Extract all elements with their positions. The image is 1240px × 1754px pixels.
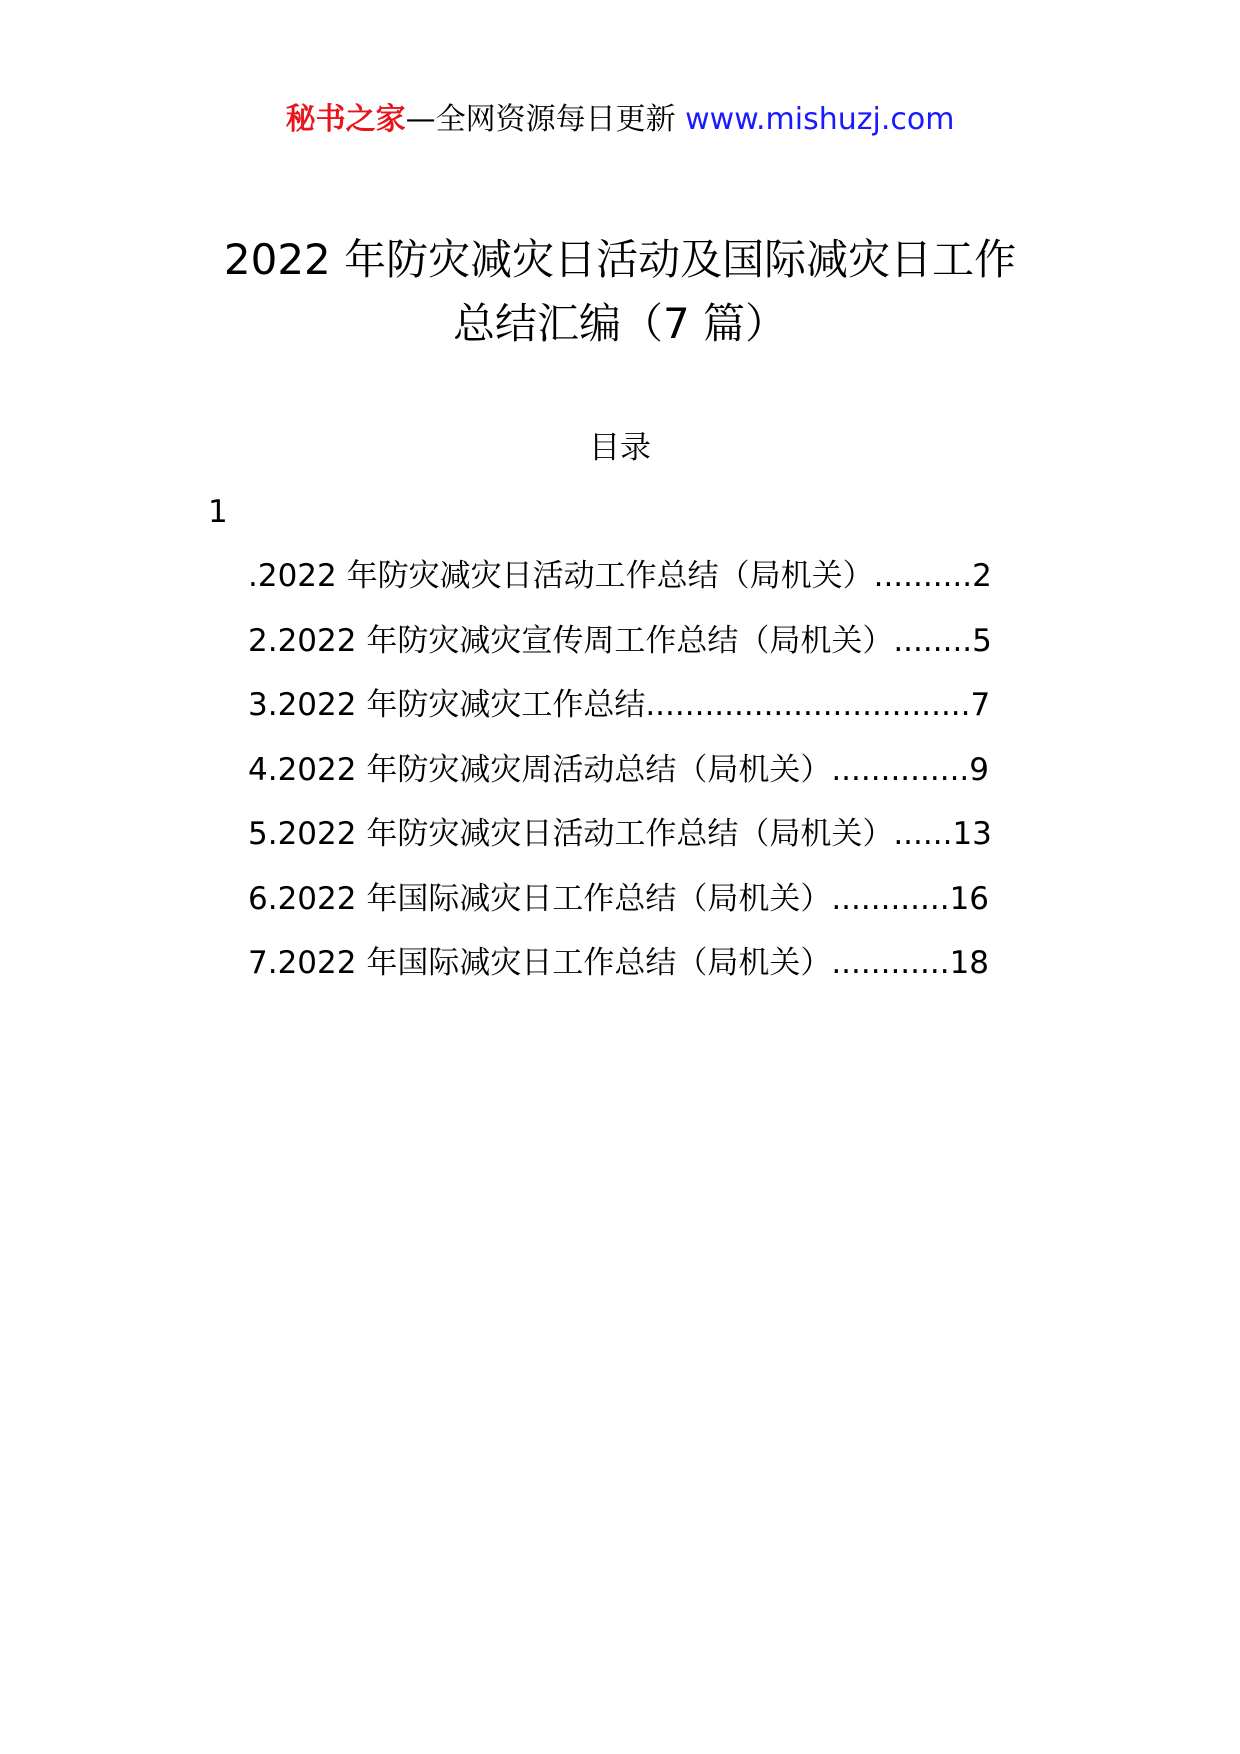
toc-entry-5[interactable]: 5.2022 年防灾减灾日活动工作总结（局机关）......13 xyxy=(248,816,992,852)
table-of-contents xyxy=(248,556,1046,1008)
toc-stray-number: 1 xyxy=(208,494,228,530)
toc-heading: 目录 xyxy=(589,430,651,466)
toc-entry-3[interactable]: 3.2022 年防灾减灾工作总结.................................7 xyxy=(248,687,991,723)
site-url-link[interactable]: www.mishuzj.com xyxy=(685,102,955,137)
site-header xyxy=(0,100,1240,140)
site-tagline: —全网资源每日更新 xyxy=(405,102,676,137)
toc-entry-4[interactable]: 4.2022 年防灾减灾周活动总结（局机关）..............9 xyxy=(248,751,990,788)
site-brand: 秘书之家 xyxy=(285,102,406,137)
document-title-line-1: 2022 年防灾减灾日活动及国际减灾日工作 xyxy=(223,235,1017,284)
toc-entry-1[interactable]: .2022 年防灾减灾日活动工作总结（局机关）..........2 xyxy=(248,558,992,594)
document-title-line-2: 总结汇编（7 篇） xyxy=(452,299,788,348)
toc-entry-7[interactable]: 7.2022 年国际减灾日工作总结（局机关）............18 xyxy=(248,945,990,981)
toc-entry-2[interactable]: 2.2022 年防灾减灾宣传周工作总结（局机关）........5 xyxy=(248,622,992,659)
toc-entry-6[interactable]: 6.2022 年国际减灾日工作总结（局机关）............16 xyxy=(248,880,990,917)
document-title xyxy=(0,228,1240,356)
